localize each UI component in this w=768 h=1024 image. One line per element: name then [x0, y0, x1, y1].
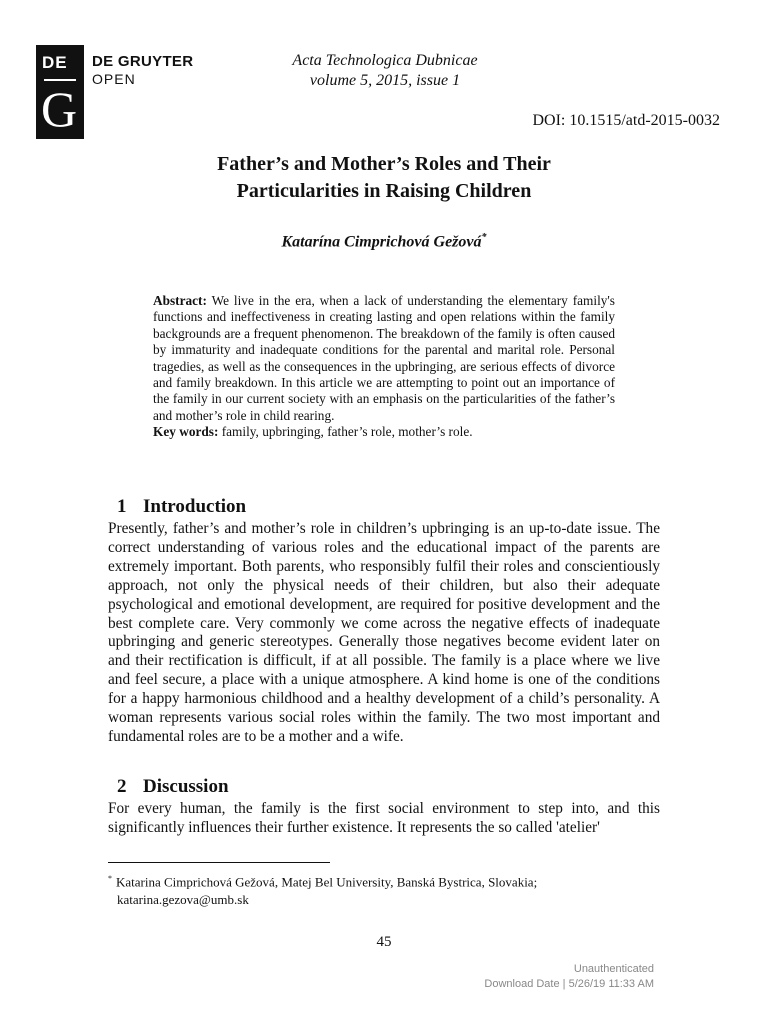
paragraph: Presently, father’s and mother’s role in children’s upbringing is an up-to-date issue. The correct understanding of various roles and the educational impact of the parents are extremely important. Both parents, who responsibly fulfil their roles and conscientiously approach, not only the physical needs of their children, but also their adequate psychological and emotional development, are required for positive development and the best complete care. Very commonly we come across the negative effects of inadequate upbringing and generic stereotypes. Generally those negatives become evident later on and their rectification is difficult, if at all possible. The family is a place where we live and feel secure, a place with a unique atmosphere. A kind home is one of the conditions for a happy harmonious childhood and a healthy development of a child’s personality. A woman represents various social roles within the family. The two most important and fundamental roles are to be a mother and a wife. [108, 520, 660, 745]
footnote [108, 870, 668, 909]
page-number: 45 [376, 934, 392, 950]
section-title: Discussion [143, 776, 229, 797]
keywords-text: family, upbringing, father’s role, mother’s role. [221, 424, 473, 440]
section-number: 1 [117, 496, 127, 517]
abstract-label: Abstract: [153, 293, 207, 308]
journal-name: Acta Technologica Dubnicae [292, 52, 478, 69]
title-line-2: Particularities in Raising Children [236, 180, 532, 202]
section-title: Introduction [143, 496, 247, 517]
footnote-marker: * [108, 874, 112, 883]
download-stamp [484, 962, 654, 992]
logo-de-text: DE [42, 53, 68, 72]
logo-g-text: G [41, 81, 78, 137]
keywords-label: Key words: [153, 424, 219, 440]
footnote-affiliation [108, 870, 668, 891]
footnote-text: Katarina Cimprichová Gežová, Matej Bel University, Banská Bystrica, Slovakia; [116, 874, 538, 890]
author-name: Katarína Cimprichová Gežová [281, 233, 482, 251]
doi-link[interactable]: DOI: 10.1515/atd-2015-0032 [532, 112, 720, 129]
publisher-imprint: OPEN [92, 71, 136, 87]
paragraph: For every human, the family is the first social environment to step into, and this significantly influences their further existence. It represents the so called 'atelier' [108, 800, 660, 836]
section-heading-introduction [117, 496, 246, 518]
footnote-rule [108, 862, 330, 863]
author-footnote-marker[interactable]: * [481, 232, 487, 243]
journal-volume: volume 5, 2015, issue 1 [309, 72, 461, 89]
section-body-discussion [108, 800, 660, 838]
publisher-logo [36, 45, 84, 139]
section-body-introduction [108, 520, 660, 747]
abstract-paragraph [153, 293, 615, 424]
publisher-name: DE GRUYTER [92, 53, 194, 70]
download-status: Unauthenticated [573, 963, 654, 975]
abstract-text: We live in the era, when a lack of understanding the elementary family's functions and ineffectiveness in creating lasting and open relations within the family backgrounds are a frequent phenomenon. The breakdown of the family is often caused by immaturity and inadequate conditions for the parental and marital role. Personal tragedies, as well as the consequences in the upbringing, are serious effects of divorce and family breakdown. In this article we are attempting to point out an importance of the family in our current society with an emphasis on the particularities of the father’s and mother’s role in child rearing. [153, 293, 615, 423]
author-email[interactable]: katarina.gezova@umb.sk [117, 892, 249, 908]
paper-title [84, 151, 684, 205]
abstract [153, 293, 615, 441]
title-line-1: Father’s and Mother’s Roles and Their [217, 153, 551, 175]
journal-header [240, 51, 530, 91]
section-number: 2 [117, 776, 127, 797]
keywords-paragraph [153, 424, 615, 440]
download-date: Download Date | 5/26/19 11:33 AM [484, 978, 654, 990]
author-line [84, 232, 684, 251]
section-heading-discussion [117, 776, 229, 798]
